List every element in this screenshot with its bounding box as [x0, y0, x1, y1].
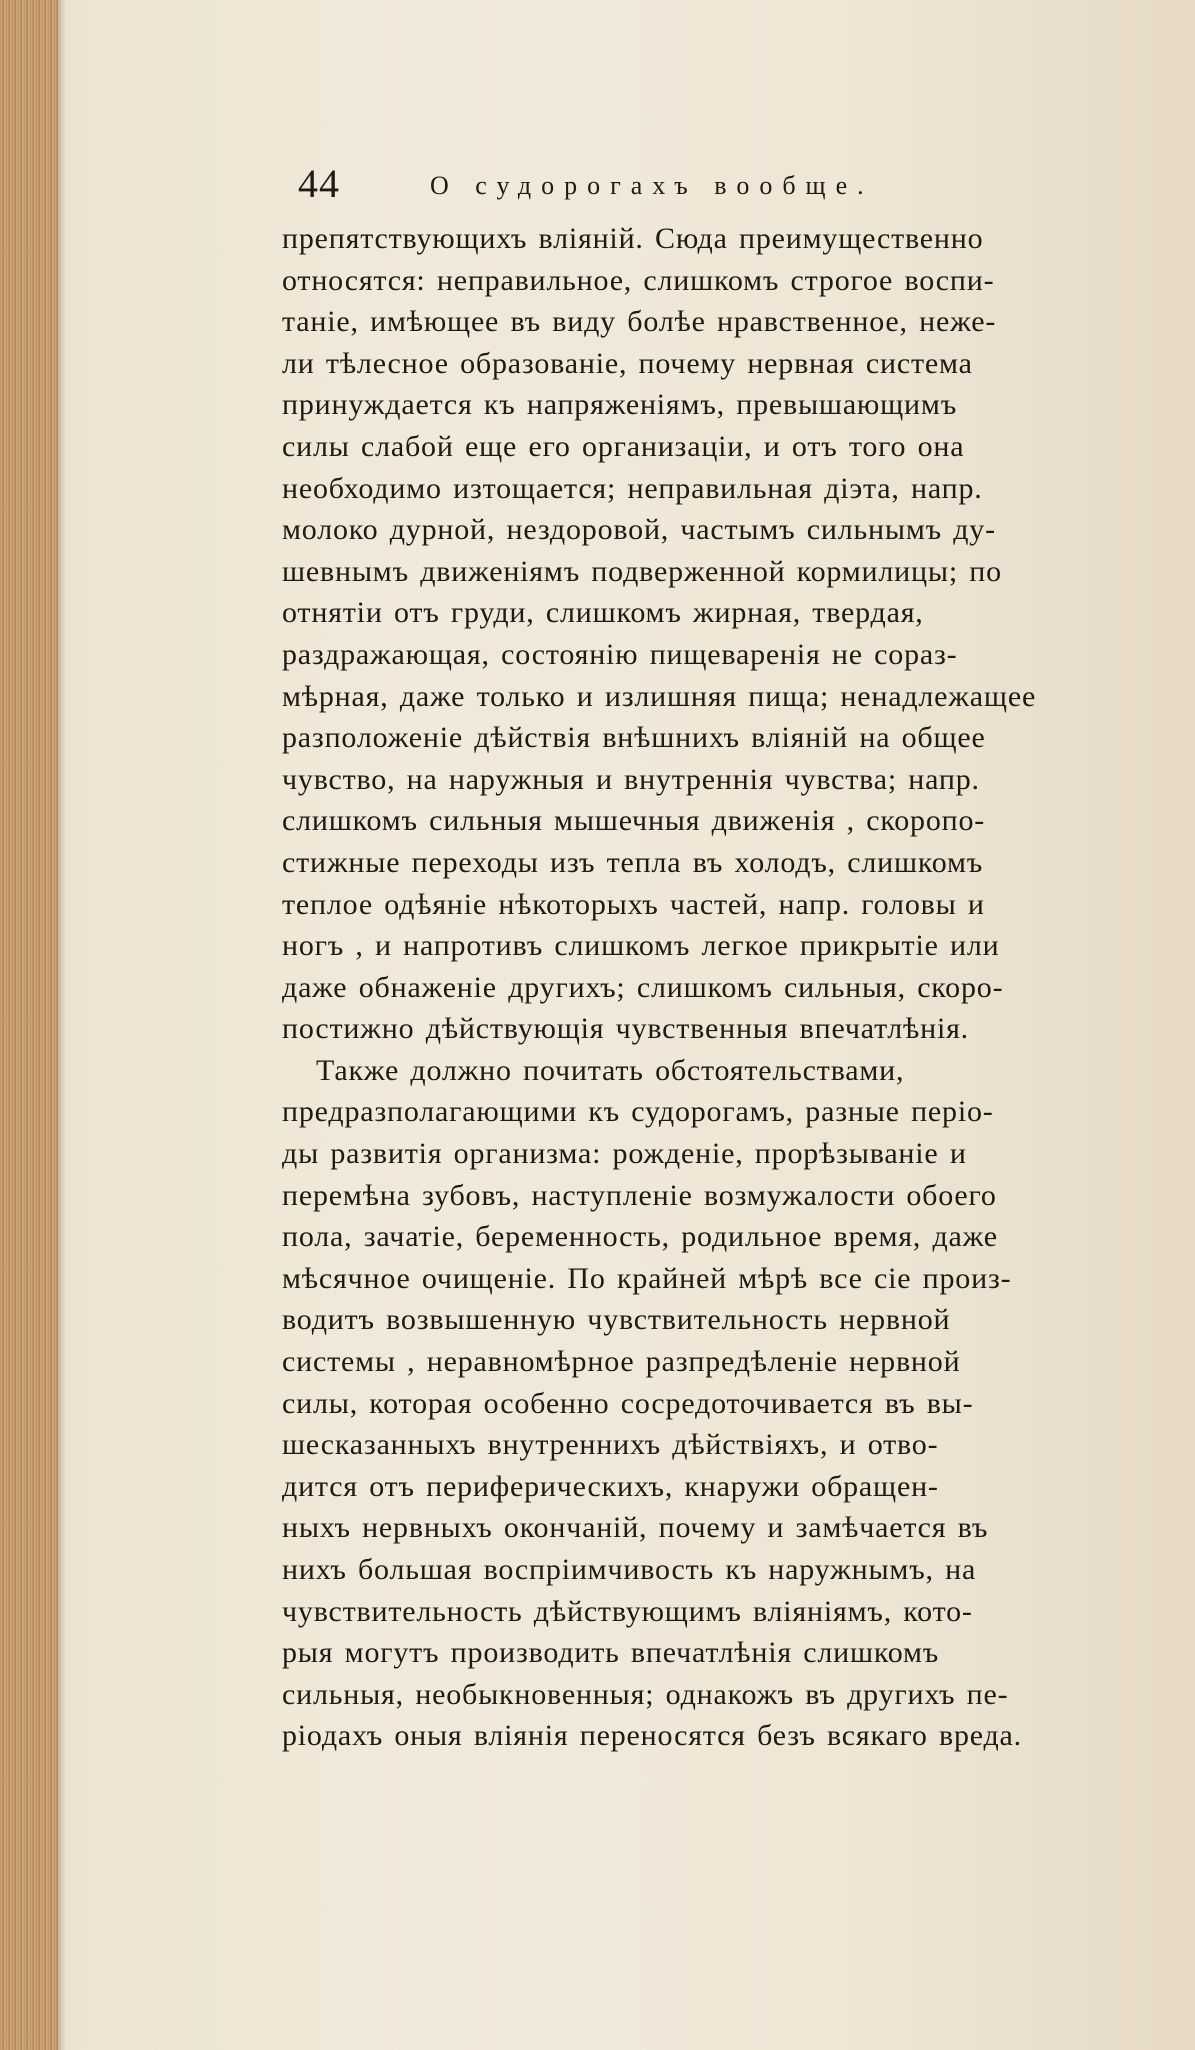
- running-title: О судорогахъ вообще.: [430, 171, 874, 200]
- text-line: слишкомъ сильныя мышечныя движенія , скоропо-: [282, 804, 986, 838]
- page-number: 44: [298, 161, 340, 206]
- text-line: мѣрная, даже только и излишняя пища; ненадлежащее: [282, 679, 1037, 713]
- text-line: принуждается къ напряженіямъ, превышающимъ: [282, 388, 958, 422]
- text-line: раздражающая, состоянію пищеваренія не сораз-: [282, 637, 958, 671]
- text-line: пола, зачатіе, беременность, родильное время, даже: [282, 1220, 998, 1254]
- paragraph-start-line: Также должно почитать обстоятельствами,: [316, 1053, 905, 1087]
- text-line: ногъ , и напротивъ слишкомъ легкое прикрытіе или: [282, 929, 1000, 963]
- text-line: рыя могутъ производить впечатлѣнія слишкомъ: [282, 1636, 940, 1670]
- text-line: силы слабой еще его организаціи, и отъ того она: [282, 429, 965, 463]
- text-line: ды развитія организма: рожденіе, прорѣзываніе и: [282, 1137, 967, 1171]
- text-line: молоко дурной, нездоровой, частымъ сильнымъ ду-: [282, 513, 996, 547]
- text-line: теплое одѣяніе нѣкоторыхъ частей, напр. головы и: [282, 887, 985, 921]
- text-line: сильныя, необыкновенныя; однакожъ въ другихъ пе-: [282, 1677, 1009, 1711]
- text-line: шевнымъ движеніямъ подверженной кормилицы; по: [282, 554, 1002, 588]
- text-line: отнятіи отъ груди, слишкомъ жирная, твердая,: [282, 596, 924, 630]
- text-line: относятся: неправильное, слишкомъ строгое воспи-: [282, 263, 995, 297]
- text-line: таніе, имѣющее въ виду болѣе нравственное, нeже-: [282, 305, 997, 339]
- text-line: водитъ возвышенную чувствительность нервной: [282, 1303, 951, 1337]
- text-line: предразполагающими къ судорогамъ, разные періо-: [282, 1095, 994, 1129]
- text-line: чувство, на наружныя и внутреннія чувства; напр.: [282, 762, 980, 796]
- text-line: даже обнаженіе другихъ; слишкомъ сильныя, скоро-: [282, 970, 1004, 1004]
- text-line: нихъ большая воспріимчивость къ наружнымъ, на: [282, 1553, 977, 1586]
- text-line: стижные переходы изъ тепла въ холодъ, слишкомъ: [282, 845, 984, 879]
- text-line: ныхъ нервныхъ окончаній, почему и замѣчается въ: [282, 1511, 989, 1545]
- text-line: мѣсячное очищеніе. По крайней мѣрѣ все сіе произ-: [282, 1261, 1012, 1295]
- page-edges: [0, 0, 58, 2050]
- text-line: препятствующихъ вліяній. Сюда преимущественно: [282, 222, 984, 255]
- text-line: разположеніе дѣйствія внѣшнихъ вліяній на общее: [282, 721, 986, 755]
- page-header: [298, 160, 1058, 210]
- text-line: системы , неравномѣрное разпредѣленіе нервной: [282, 1345, 961, 1379]
- text-line: постижно дѣйствующія чувственныя впечатлѣнія.: [282, 1012, 969, 1046]
- text-line: необходимо изтощается; неправильная діэта, напр.: [282, 471, 983, 505]
- text-line: ріодахъ оныя вліянія переносятся безъ всякаго вреда.: [282, 1719, 1022, 1753]
- body-text: [282, 218, 1182, 1757]
- text-line: ли тѣлесное образованіе, почему нервная система: [282, 346, 973, 380]
- text-line: чувствительность дѣйствующимъ вліяніямъ, кото-: [282, 1594, 973, 1628]
- text-line: перемѣна зубовъ, наступленіе возмужалости обоего: [282, 1178, 997, 1212]
- text-line: дится отъ периферическихъ, кнаружи обращен-: [282, 1469, 939, 1503]
- text-line: шесказанныхъ внутреннихъ дѣйствіяхъ, и отво-: [282, 1428, 939, 1462]
- text-line: силы, которая особенно сосредоточивается въ вы-: [282, 1386, 974, 1420]
